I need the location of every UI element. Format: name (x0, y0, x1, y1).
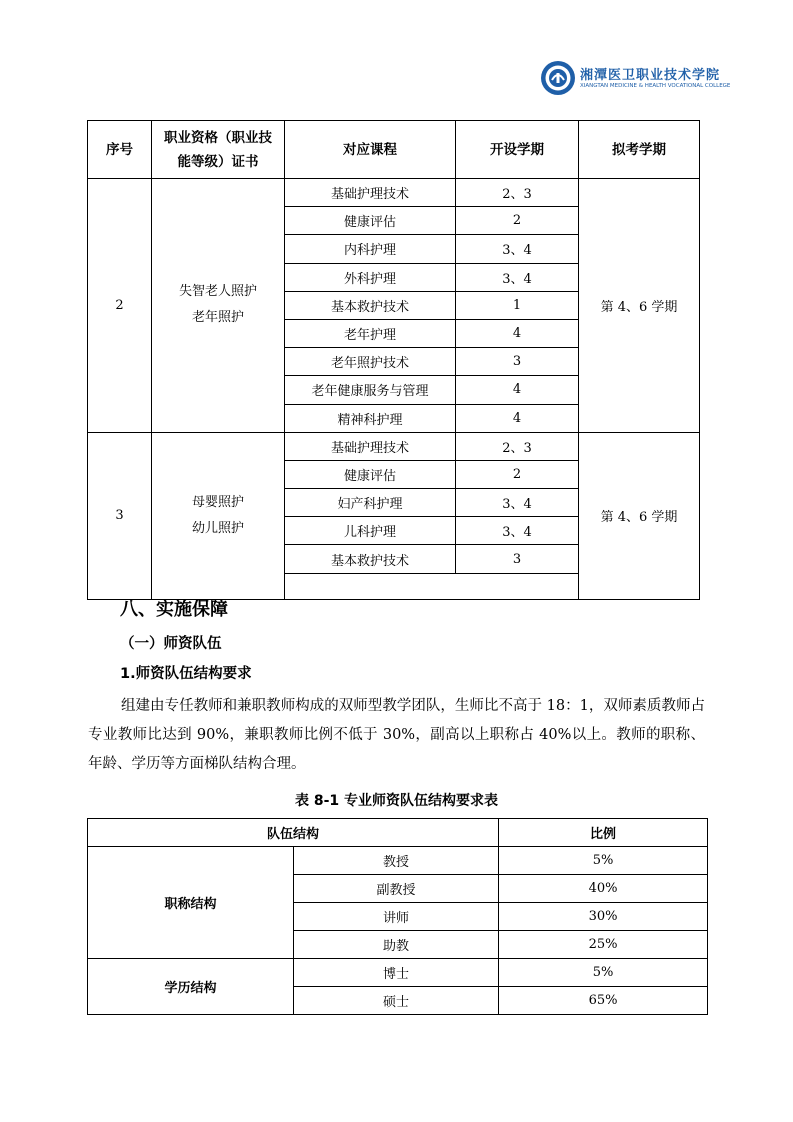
row-number: 3 (88, 432, 152, 599)
structure-ratio: 5% (499, 847, 708, 875)
course-name: 基本救护技术 (285, 545, 456, 573)
structure-ratio: 5% (499, 959, 708, 987)
group-name: 职称结构 (88, 847, 294, 959)
structure-ratio: 40% (499, 875, 708, 903)
col-header-no: 序号 (88, 121, 152, 179)
structure-item: 硕士 (294, 987, 499, 1015)
course-name: 儿科护理 (285, 517, 456, 545)
course-name: 内科护理 (285, 235, 456, 263)
staff-structure-table (87, 818, 708, 1015)
structure-ratio: 25% (499, 931, 708, 959)
group-name: 学历结构 (88, 959, 294, 1015)
course-name: 老年照护技术 (285, 348, 456, 376)
table-caption: 表 8-1 专业师资队伍结构要求表 (294, 793, 499, 809)
course-term: 2、3 (456, 179, 579, 207)
structure-item: 讲师 (294, 903, 499, 931)
table-header-row (88, 121, 700, 179)
table-row (88, 179, 700, 207)
structure-item: 助教 (294, 931, 499, 959)
col-header-exam-term: 拟考学期 (579, 121, 700, 179)
course-term: 4 (456, 376, 579, 404)
course-name: 外科护理 (285, 263, 456, 291)
course-term: 2 (456, 207, 579, 235)
structure-item: 博士 (294, 959, 499, 987)
cert-name: 幼儿照护 (191, 520, 244, 536)
exam-term: 第 4、6 学期 (579, 179, 700, 433)
course-term: 4 (456, 319, 579, 347)
course-term: 3 (456, 348, 579, 376)
col-header-structure: 队伍结构 (88, 819, 499, 847)
course-term: 1 (456, 291, 579, 319)
table-header-row (88, 819, 708, 847)
structure-ratio: 30% (499, 903, 708, 931)
college-name: 湘潭医卫职业技术学院 (580, 68, 721, 83)
course-name: 基础护理技术 (285, 432, 456, 460)
course-name: 精神科护理 (285, 404, 456, 432)
body-paragraph: 组建由专任教师和兼职教师构成的双师型教学团队，生师比不高于 18：1，双师素质教师占专业教师比达到 90%，兼职教师比例不低于 30%，副高以上职称占 40%以上。教师的职称、年龄、学历等方面梯队结构合理。 (88, 698, 705, 772)
col-header-course: 对应课程 (285, 121, 456, 179)
college-name-en: XIANGTAN MEDICINE & HEALTH VOCATIONAL COLLEGE (580, 83, 731, 89)
course-term: 2、3 (456, 432, 579, 460)
course-term: 2 (456, 460, 579, 488)
section-heading: 八、实施保障 (120, 599, 228, 620)
exam-term: 第 4、6 学期 (579, 432, 700, 599)
course-name: 基本救护技术 (285, 291, 456, 319)
cert-name: 失智老人照护 (178, 284, 257, 300)
empty-cell (456, 573, 579, 599)
course-term: 3、4 (456, 235, 579, 263)
cert-names (152, 179, 285, 433)
course-name: 老年护理 (285, 319, 456, 347)
course-term: 4 (456, 404, 579, 432)
certificate-course-table (87, 120, 700, 600)
course-term: 3、4 (456, 263, 579, 291)
college-logo (540, 60, 731, 102)
course-name: 健康评估 (285, 460, 456, 488)
course-name: 基础护理技术 (285, 179, 456, 207)
col-header-term: 开设学期 (456, 121, 579, 179)
college-seal-icon (540, 60, 576, 96)
col-header-cert: 职业资格（职业技能等级）证书 (152, 121, 285, 179)
empty-cell (285, 573, 456, 599)
row-number: 2 (88, 179, 152, 433)
subsection-heading: （一）师资队伍 (120, 636, 222, 652)
cert-name: 母婴照护 (191, 494, 244, 510)
table-row (88, 847, 708, 875)
subsubsection-heading: 1.师资队伍结构要求 (120, 666, 252, 682)
table-row (88, 959, 708, 987)
course-name: 健康评估 (285, 207, 456, 235)
table-row (88, 432, 700, 460)
cert-name: 老年照护 (191, 310, 244, 326)
structure-item: 教授 (294, 847, 499, 875)
course-term: 3 (456, 545, 579, 573)
course-term: 3、4 (456, 489, 579, 517)
cert-names (152, 432, 285, 599)
col-header-ratio: 比例 (499, 819, 708, 847)
course-name: 妇产科护理 (285, 489, 456, 517)
structure-item: 副教授 (294, 875, 499, 903)
structure-ratio: 65% (499, 987, 708, 1015)
course-term: 3、4 (456, 517, 579, 545)
course-name: 老年健康服务与管理 (285, 376, 456, 404)
